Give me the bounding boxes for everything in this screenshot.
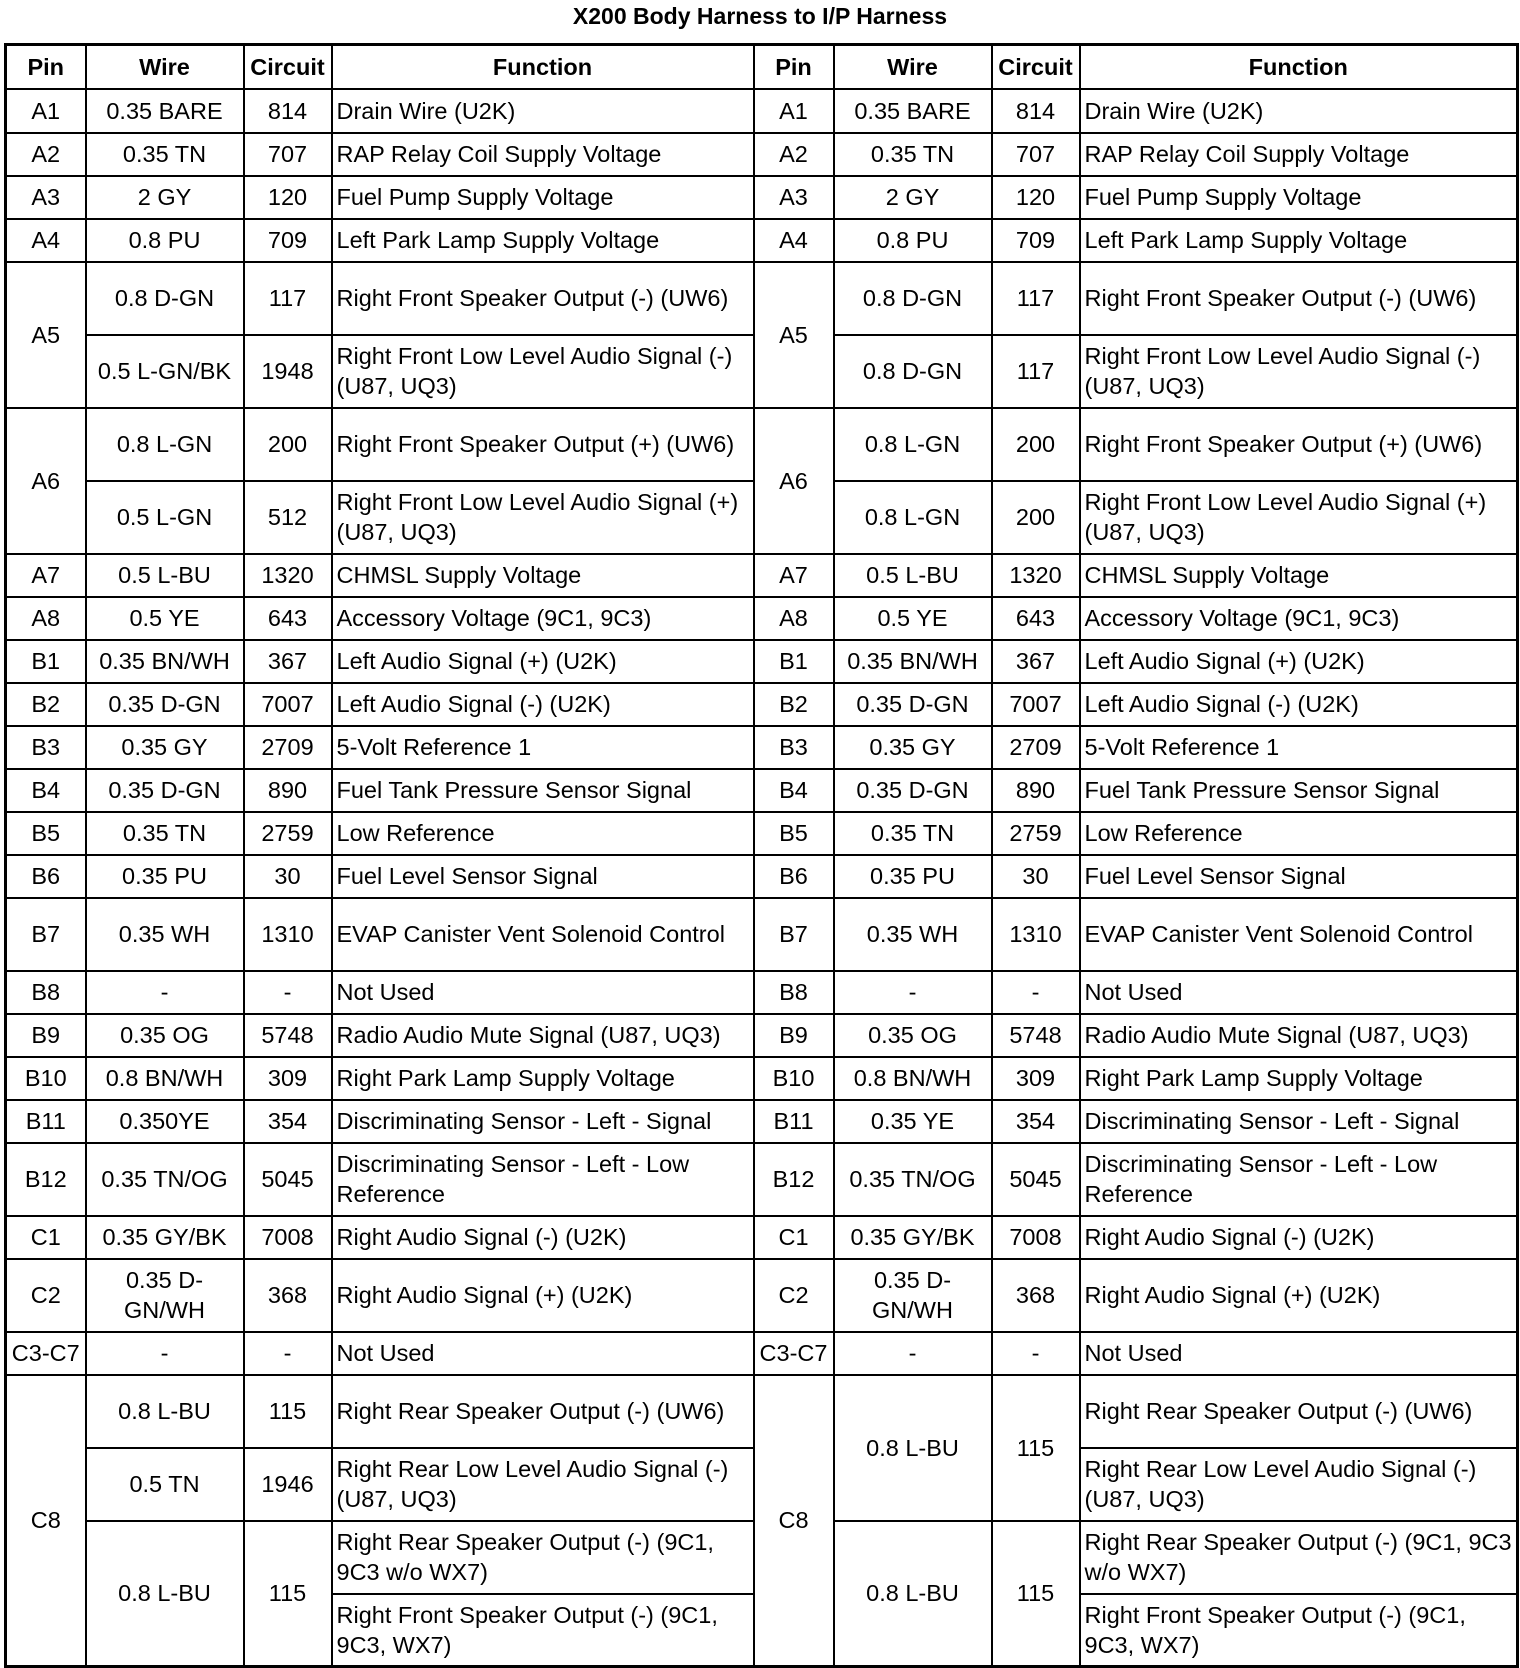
table-row: [6, 1375, 1518, 1448]
table-row: [6, 176, 1518, 219]
function-cell: Right Front Speaker Output (+) (UW6): [332, 408, 754, 481]
function-cell: Fuel Level Sensor Signal: [1080, 855, 1518, 898]
circuit-cell: 707: [244, 133, 332, 176]
wire-cell: 0.8 PU: [86, 219, 244, 262]
wire-cell: 0.35 GY: [834, 726, 992, 769]
page-title: X200 Body Harness to I/P Harness: [572, 3, 948, 29]
function-cell: Fuel Tank Pressure Sensor Signal: [332, 769, 754, 812]
pin-cell: C1: [6, 1216, 86, 1259]
wire-cell: 0.5 TN: [86, 1448, 244, 1521]
wire-cell: -: [834, 1332, 992, 1375]
pin-cell: B9: [754, 1014, 834, 1057]
function-cell: Left Audio Signal (+) (U2K): [332, 640, 754, 683]
header-wire: Wire: [86, 45, 244, 89]
function-cell: Low Reference: [1080, 812, 1518, 855]
table-row: [6, 597, 1518, 640]
pin-cell: B8: [6, 971, 86, 1014]
wire-cell: 0.5 L-BU: [834, 554, 992, 597]
circuit-cell: 200: [992, 481, 1080, 554]
pin-cell: C3-C7: [6, 1332, 86, 1375]
wire-cell: 0.8 D-GN: [834, 262, 992, 335]
circuit-cell: -: [992, 1332, 1080, 1375]
function-cell: Accessory Voltage (9C1, 9C3): [332, 597, 754, 640]
pin-cell: A1: [754, 89, 834, 133]
wire-cell: 2 GY: [834, 176, 992, 219]
wire-cell: 0.8 L-GN: [86, 408, 244, 481]
function-cell: Fuel Tank Pressure Sensor Signal: [1080, 769, 1518, 812]
function-cell: Drain Wire (U2K): [1080, 89, 1518, 133]
function-cell: EVAP Canister Vent Solenoid Control: [1080, 898, 1518, 971]
function-cell: Not Used: [332, 971, 754, 1014]
pin-cell: B11: [754, 1100, 834, 1143]
wire-cell: 0.35 TN: [834, 812, 992, 855]
function-cell: Fuel Pump Supply Voltage: [1080, 176, 1518, 219]
pin-cell: B5: [754, 812, 834, 855]
pin-cell: B6: [754, 855, 834, 898]
table-row: [6, 1014, 1518, 1057]
function-cell: Right Audio Signal (+) (U2K): [1080, 1259, 1518, 1332]
circuit-cell: -: [244, 971, 332, 1014]
function-cell: Fuel Level Sensor Signal: [332, 855, 754, 898]
function-cell: Fuel Pump Supply Voltage: [332, 176, 754, 219]
wire-cell: 0.8 L-BU: [86, 1375, 244, 1448]
wire-cell: 0.5 YE: [86, 597, 244, 640]
pin-cell: B7: [6, 898, 86, 971]
circuit-cell: 1946: [244, 1448, 332, 1521]
pin-cell: B10: [754, 1057, 834, 1100]
header-pin: Pin: [754, 45, 834, 89]
pin-cell: B3: [6, 726, 86, 769]
pin-cell: B4: [754, 769, 834, 812]
pin-cell: A3: [754, 176, 834, 219]
function-cell: Left Audio Signal (+) (U2K): [1080, 640, 1518, 683]
wire-cell: 0.8 L-GN: [834, 481, 992, 554]
wire-cell: 0.8 D-GN: [86, 262, 244, 335]
function-cell: Accessory Voltage (9C1, 9C3): [1080, 597, 1518, 640]
circuit-cell: -: [992, 971, 1080, 1014]
table-row: [6, 1100, 1518, 1143]
table-row: [6, 683, 1518, 726]
table-row: [6, 855, 1518, 898]
function-cell: Left Audio Signal (-) (U2K): [332, 683, 754, 726]
circuit-cell: 367: [244, 640, 332, 683]
function-cell: Drain Wire (U2K): [332, 89, 754, 133]
circuit-cell: 354: [244, 1100, 332, 1143]
header-row: [6, 45, 1518, 89]
wire-cell: 0.35 GY/BK: [86, 1216, 244, 1259]
pin-cell: B10: [6, 1057, 86, 1100]
wire-cell: 0.35 D-GN: [834, 769, 992, 812]
pin-cell: B11: [6, 1100, 86, 1143]
function-cell: Not Used: [1080, 1332, 1518, 1375]
pin-cell: A2: [754, 133, 834, 176]
circuit-cell: 2759: [244, 812, 332, 855]
circuit-cell: 7007: [244, 683, 332, 726]
function-cell: Right Rear Low Level Audio Signal (-) (U87, UQ3): [332, 1448, 754, 1521]
circuit-cell: 5045: [992, 1143, 1080, 1216]
pin-cell: A6: [6, 408, 86, 554]
circuit-cell: 200: [992, 408, 1080, 481]
pin-cell: A3: [6, 176, 86, 219]
wire-cell: 0.35 TN: [834, 133, 992, 176]
table-row: [6, 1332, 1518, 1375]
function-cell: Left Park Lamp Supply Voltage: [332, 219, 754, 262]
circuit-cell: 1320: [244, 554, 332, 597]
pin-cell: A2: [6, 133, 86, 176]
circuit-cell: 814: [992, 89, 1080, 133]
circuit-cell: 643: [244, 597, 332, 640]
wire-cell: 0.35 D-GN/WH: [834, 1259, 992, 1332]
pin-cell: B12: [6, 1143, 86, 1216]
pin-cell: A4: [754, 219, 834, 262]
circuit-cell: 115: [244, 1375, 332, 1448]
table-row: [6, 1057, 1518, 1100]
wire-cell: 0.35 TN: [86, 133, 244, 176]
function-cell: Left Park Lamp Supply Voltage: [1080, 219, 1518, 262]
function-cell: EVAP Canister Vent Solenoid Control: [332, 898, 754, 971]
circuit-cell: 115: [992, 1521, 1080, 1667]
pin-cell: C2: [6, 1259, 86, 1332]
table-row: [6, 812, 1518, 855]
table-row: [6, 262, 1518, 335]
wire-cell: 0.35 PU: [834, 855, 992, 898]
function-cell: Right Front Speaker Output (-) (UW6): [1080, 262, 1518, 335]
pin-cell: C1: [754, 1216, 834, 1259]
function-cell: Discriminating Sensor - Left - Signal: [1080, 1100, 1518, 1143]
function-cell: Right Audio Signal (-) (U2K): [1080, 1216, 1518, 1259]
table-row: [6, 640, 1518, 683]
header-pin: Pin: [6, 45, 86, 89]
header-function: Function: [1080, 45, 1518, 89]
function-cell: Right Front Speaker Output (-) (UW6): [332, 262, 754, 335]
function-cell: RAP Relay Coil Supply Voltage: [1080, 133, 1518, 176]
wire-cell: 0.35 BN/WH: [834, 640, 992, 683]
wire-cell: 0.35 TN/OG: [834, 1143, 992, 1216]
circuit-cell: 368: [244, 1259, 332, 1332]
circuit-cell: 309: [244, 1057, 332, 1100]
circuit-cell: 1948: [244, 335, 332, 408]
wire-cell: 0.35 GY: [86, 726, 244, 769]
function-cell: Left Audio Signal (-) (U2K): [1080, 683, 1518, 726]
pin-cell: A5: [6, 262, 86, 408]
wire-cell: 2 GY: [86, 176, 244, 219]
circuit-cell: 890: [992, 769, 1080, 812]
pin-cell: A4: [6, 219, 86, 262]
pin-cell: B4: [6, 769, 86, 812]
circuit-cell: 30: [992, 855, 1080, 898]
header-circuit: Circuit: [992, 45, 1080, 89]
pin-cell: A8: [754, 597, 834, 640]
pin-cell: B8: [754, 971, 834, 1014]
circuit-cell: 368: [992, 1259, 1080, 1332]
pin-cell: B12: [754, 1143, 834, 1216]
table-row: [6, 1259, 1518, 1332]
header-wire: Wire: [834, 45, 992, 89]
pin-table: [4, 43, 1519, 1668]
function-cell: Discriminating Sensor - Left - Low Reference: [332, 1143, 754, 1216]
circuit-cell: 115: [992, 1375, 1080, 1521]
circuit-cell: 200: [244, 408, 332, 481]
pin-cell: B6: [6, 855, 86, 898]
pin-cell: A6: [754, 408, 834, 554]
wire-cell: 0.35 OG: [834, 1014, 992, 1057]
header-function: Function: [332, 45, 754, 89]
circuit-cell: 709: [992, 219, 1080, 262]
function-cell: Discriminating Sensor - Left - Signal: [332, 1100, 754, 1143]
pin-cell: A8: [6, 597, 86, 640]
wire-cell: 0.35 GY/BK: [834, 1216, 992, 1259]
function-cell: Not Used: [332, 1332, 754, 1375]
wire-cell: 0.35 BARE: [834, 89, 992, 133]
wire-cell: 0.8 L-BU: [86, 1521, 244, 1667]
pin-table-body: [6, 89, 1518, 1667]
pin-cell: B3: [754, 726, 834, 769]
function-cell: Right Front Speaker Output (+) (UW6): [1080, 408, 1518, 481]
circuit-cell: 709: [244, 219, 332, 262]
table-row: [6, 769, 1518, 812]
circuit-cell: 7007: [992, 683, 1080, 726]
function-cell: 5-Volt Reference 1: [1080, 726, 1518, 769]
circuit-cell: 117: [244, 262, 332, 335]
circuit-cell: 5748: [992, 1014, 1080, 1057]
pin-cell: C3-C7: [754, 1332, 834, 1375]
wire-cell: 0.5 L-BU: [86, 554, 244, 597]
circuit-cell: 643: [992, 597, 1080, 640]
function-cell: Right Rear Speaker Output (-) (9C1, 9C3 w/o WX7): [1080, 1521, 1518, 1594]
pin-cell: A7: [6, 554, 86, 597]
wire-cell: 0.8 L-BU: [834, 1375, 992, 1521]
function-cell: CHMSL Supply Voltage: [1080, 554, 1518, 597]
pin-cell: B2: [754, 683, 834, 726]
wire-cell: 0.35 TN: [86, 812, 244, 855]
function-cell: Right Front Low Level Audio Signal (+) (U87, UQ3): [332, 481, 754, 554]
circuit-cell: 512: [244, 481, 332, 554]
table-row: [6, 89, 1518, 133]
table-row: [6, 554, 1518, 597]
function-cell: Discriminating Sensor - Left - Low Reference: [1080, 1143, 1518, 1216]
table-row: [6, 408, 1518, 481]
function-cell: Right Front Speaker Output (-) (9C1, 9C3, WX7): [332, 1594, 754, 1667]
pin-cell: C8: [754, 1375, 834, 1667]
circuit-cell: 367: [992, 640, 1080, 683]
circuit-cell: 7008: [244, 1216, 332, 1259]
circuit-cell: 890: [244, 769, 332, 812]
wire-cell: -: [86, 971, 244, 1014]
function-cell: 5-Volt Reference 1: [332, 726, 754, 769]
circuit-cell: 707: [992, 133, 1080, 176]
function-cell: Right Audio Signal (-) (U2K): [332, 1216, 754, 1259]
circuit-cell: 117: [992, 335, 1080, 408]
wire-cell: 0.350YE: [86, 1100, 244, 1143]
circuit-cell: 309: [992, 1057, 1080, 1100]
wire-cell: 0.35 WH: [86, 898, 244, 971]
wire-cell: -: [834, 971, 992, 1014]
wire-cell: 0.35 D-GN/WH: [86, 1259, 244, 1332]
function-cell: Right Front Low Level Audio Signal (+) (U87, UQ3): [1080, 481, 1518, 554]
wire-cell: 0.5 YE: [834, 597, 992, 640]
circuit-cell: 7008: [992, 1216, 1080, 1259]
wire-cell: 0.35 OG: [86, 1014, 244, 1057]
wire-cell: 0.5 L-GN/BK: [86, 335, 244, 408]
pin-cell: B2: [6, 683, 86, 726]
circuit-cell: 1310: [244, 898, 332, 971]
circuit-cell: 2709: [244, 726, 332, 769]
wire-cell: -: [86, 1332, 244, 1375]
circuit-cell: 2709: [992, 726, 1080, 769]
circuit-cell: 120: [992, 176, 1080, 219]
table-row: [6, 1216, 1518, 1259]
circuit-cell: 120: [244, 176, 332, 219]
circuit-cell: 1310: [992, 898, 1080, 971]
circuit-cell: 1320: [992, 554, 1080, 597]
circuit-cell: 30: [244, 855, 332, 898]
wire-cell: 0.8 L-GN: [834, 408, 992, 481]
table-row: [6, 898, 1518, 971]
table-row: [6, 726, 1518, 769]
wire-cell: 0.35 YE: [834, 1100, 992, 1143]
function-cell: Right Audio Signal (+) (U2K): [332, 1259, 754, 1332]
pin-cell: C2: [754, 1259, 834, 1332]
circuit-cell: 814: [244, 89, 332, 133]
wire-cell: 0.35 D-GN: [86, 769, 244, 812]
circuit-cell: 2759: [992, 812, 1080, 855]
function-cell: Right Front Speaker Output (-) (9C1, 9C3, WX7): [1080, 1594, 1518, 1667]
function-cell: Right Rear Low Level Audio Signal (-) (U87, UQ3): [1080, 1448, 1518, 1521]
header-circuit: Circuit: [244, 45, 332, 89]
function-cell: Low Reference: [332, 812, 754, 855]
wire-cell: 0.8 BN/WH: [834, 1057, 992, 1100]
function-cell: Right Park Lamp Supply Voltage: [1080, 1057, 1518, 1100]
function-cell: Right Rear Speaker Output (-) (UW6): [332, 1375, 754, 1448]
function-cell: Radio Audio Mute Signal (U87, UQ3): [1080, 1014, 1518, 1057]
pin-cell: B7: [754, 898, 834, 971]
table-row: [6, 219, 1518, 262]
wire-cell: 0.35 TN/OG: [86, 1143, 244, 1216]
table-row: [6, 1143, 1518, 1216]
pin-cell: B5: [6, 812, 86, 855]
function-cell: Right Front Low Level Audio Signal (-) (U87, UQ3): [332, 335, 754, 408]
function-cell: Right Front Low Level Audio Signal (-) (U87, UQ3): [1080, 335, 1518, 408]
function-cell: Radio Audio Mute Signal (U87, UQ3): [332, 1014, 754, 1057]
wire-cell: 0.8 PU: [834, 219, 992, 262]
wire-cell: 0.8 L-BU: [834, 1521, 992, 1667]
wire-cell: 0.35 D-GN: [834, 683, 992, 726]
pin-cell: B1: [754, 640, 834, 683]
circuit-cell: -: [244, 1332, 332, 1375]
function-cell: RAP Relay Coil Supply Voltage: [332, 133, 754, 176]
table-row: [6, 971, 1518, 1014]
pin-cell: A7: [754, 554, 834, 597]
function-cell: Not Used: [1080, 971, 1518, 1014]
circuit-cell: 117: [992, 262, 1080, 335]
circuit-cell: 5045: [244, 1143, 332, 1216]
wire-cell: 0.35 BN/WH: [86, 640, 244, 683]
pin-cell: C8: [6, 1375, 86, 1667]
pin-cell: A5: [754, 262, 834, 408]
circuit-cell: 5748: [244, 1014, 332, 1057]
wire-cell: 0.35 D-GN: [86, 683, 244, 726]
wire-cell: 0.35 WH: [834, 898, 992, 971]
function-cell: Right Rear Speaker Output (-) (9C1, 9C3 w/o WX7): [332, 1521, 754, 1594]
function-cell: Right Rear Speaker Output (-) (UW6): [1080, 1375, 1518, 1448]
pin-cell: B1: [6, 640, 86, 683]
wire-cell: 0.8 D-GN: [834, 335, 992, 408]
pin-cell: A1: [6, 89, 86, 133]
wire-cell: 0.5 L-GN: [86, 481, 244, 554]
function-cell: Right Park Lamp Supply Voltage: [332, 1057, 754, 1100]
wire-cell: 0.35 BARE: [86, 89, 244, 133]
wire-cell: 0.35 PU: [86, 855, 244, 898]
circuit-cell: 354: [992, 1100, 1080, 1143]
pin-cell: B9: [6, 1014, 86, 1057]
circuit-cell: 115: [244, 1521, 332, 1667]
function-cell: CHMSL Supply Voltage: [332, 554, 754, 597]
wire-cell: 0.8 BN/WH: [86, 1057, 244, 1100]
table-row: [6, 133, 1518, 176]
